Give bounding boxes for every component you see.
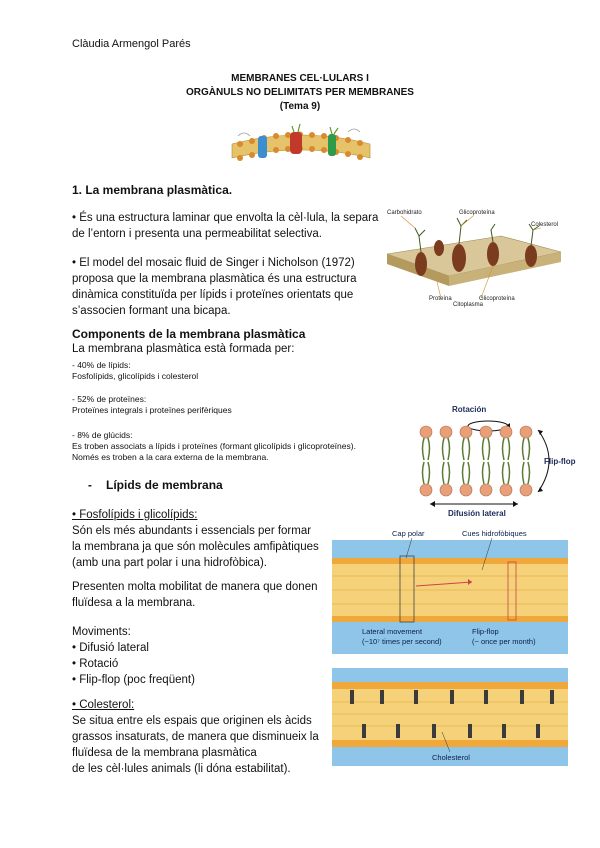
fig1-label-citoplasma: Citoplasma xyxy=(453,302,484,308)
text-line: proposa que la membrana plasmàtica és una estructura xyxy=(72,273,357,285)
text-line: Se situa entre els espais que originen els àcids xyxy=(72,715,312,727)
fig3-label-lateral-rate: (~10⁷ times per second) xyxy=(362,637,442,646)
text-line: de les cèl·lules animals (li dóna estabilitat). xyxy=(72,763,291,775)
lipids-description: Fosfolípids, glicolípids i colesterol xyxy=(72,371,199,381)
fig3-label-tails: Cues hidrofòbiques xyxy=(462,529,527,538)
components-heading: Components de la membrana plasmàtica xyxy=(72,327,306,341)
text-line: fluïdesa a la membrana. xyxy=(72,597,196,609)
phospholipids-heading: • Fosfolípids i glicolípids: xyxy=(72,509,198,521)
title-line-3: (Tema 9) xyxy=(279,101,321,112)
glucids-description-1: Es troben associats a lípids i proteïnes (formant glicolípids i glicoproteïnes). xyxy=(72,441,356,451)
fig1-label-glicoproteina-2: Glicoproteína xyxy=(479,296,515,302)
movement-item: • Rotació xyxy=(72,658,119,670)
components-intro: La membrana plasmàtica està formada per: xyxy=(72,343,295,355)
movements-list xyxy=(72,624,195,688)
bilayer-movement-figure xyxy=(332,526,568,654)
text-line: grassos insaturats, de manera que disminueix la xyxy=(72,731,319,743)
text-line: (amb una part polar i una hidrofòbica). xyxy=(72,557,267,569)
movement-item: • Difusió lateral xyxy=(72,642,149,654)
text-line: s’associen formant una bicapa. xyxy=(72,305,231,317)
title-line-2: ORGÀNULS NO DELIMITATS PER MEMBRANES xyxy=(186,87,414,98)
lipids-heading: Lípids de membrana xyxy=(106,478,223,492)
fig1-label-colesterol: Colesterol xyxy=(531,222,559,228)
document-title xyxy=(0,72,600,114)
text-line: dinàmica constituïda per lípids i proteïnes orientats que xyxy=(72,289,354,301)
section-1-paragraph-2 xyxy=(72,255,356,319)
lipid-movements-figure xyxy=(410,400,576,520)
movement-item: • Flip-flop (poc freqüent) xyxy=(72,674,195,686)
movements-heading: Moviments: xyxy=(72,626,131,638)
cholesterol-block xyxy=(72,697,319,777)
text-line: • És una estructura laminar que envolta la cèl·lula, la separa xyxy=(72,212,379,224)
mobility-paragraph xyxy=(72,579,318,611)
section-1-heading: 1. La membrana plasmàtica. xyxy=(72,183,233,197)
section-1-paragraph-1 xyxy=(72,210,378,242)
fig1-label-carbohidrato: Carbohidrato xyxy=(387,210,422,216)
fig2-label-lateral: Difusión lateral xyxy=(448,509,506,518)
text-line: la membrana ja que són molècules amfipàtiques xyxy=(72,541,319,553)
phospholipids-block xyxy=(72,507,319,571)
header-membrane-illustration xyxy=(228,122,374,170)
text-line: de l’entorn i presenta una permeabilitat selectiva. xyxy=(72,228,322,240)
fig3-label-lateral: Lateral movement xyxy=(362,627,423,636)
glucids-composition xyxy=(72,430,356,463)
glucids-description-2: Només es troben a la cara externa de la membrana. xyxy=(72,452,269,462)
lipids-percentage: - 40% de lípids: xyxy=(72,360,131,370)
fig3-label-polar: Cap polar xyxy=(392,529,425,538)
fig3-label-flipflop: Flip-flop xyxy=(472,627,499,636)
text-line: fluïdesa de la membrana plasmàtica xyxy=(72,747,257,759)
title-line-1: MEMBRANES CEL·LULARS I xyxy=(231,73,369,84)
fig1-label-glicoproteina: Glicoproteína xyxy=(459,210,495,216)
author-name: Clàudia Armengol Parés xyxy=(72,38,191,50)
proteins-description: Proteïnes integrals i proteïnes perifèriques xyxy=(72,405,232,415)
proteins-composition xyxy=(72,394,232,416)
fig2-label-rotation: Rotación xyxy=(452,405,487,414)
text-line: • El model del mosaic fluid de Singer i Nicholson (1972) xyxy=(72,257,355,269)
lipids-composition xyxy=(72,360,198,382)
lipids-bullet: - xyxy=(88,480,92,492)
fluid-mosaic-figure xyxy=(381,206,565,306)
cholesterol-bilayer-figure xyxy=(332,668,568,766)
fig2-label-flipflop: Flip-flop xyxy=(544,457,576,466)
fig4-label-cholesterol: Cholesterol xyxy=(432,753,470,762)
fig3-label-flipflop-rate: (~ once per month) xyxy=(472,637,536,646)
fig1-label-proteina: Proteína xyxy=(429,296,452,302)
text-line: Presenten molta mobilitat de manera que donen xyxy=(72,581,318,593)
text-line: Són els més abundants i essencials per formar xyxy=(72,525,312,537)
cholesterol-heading: • Colesterol: xyxy=(72,699,135,711)
proteins-percentage: - 52% de proteïnes: xyxy=(72,394,147,404)
glucids-percentage: - 8% de glúcids: xyxy=(72,430,133,440)
